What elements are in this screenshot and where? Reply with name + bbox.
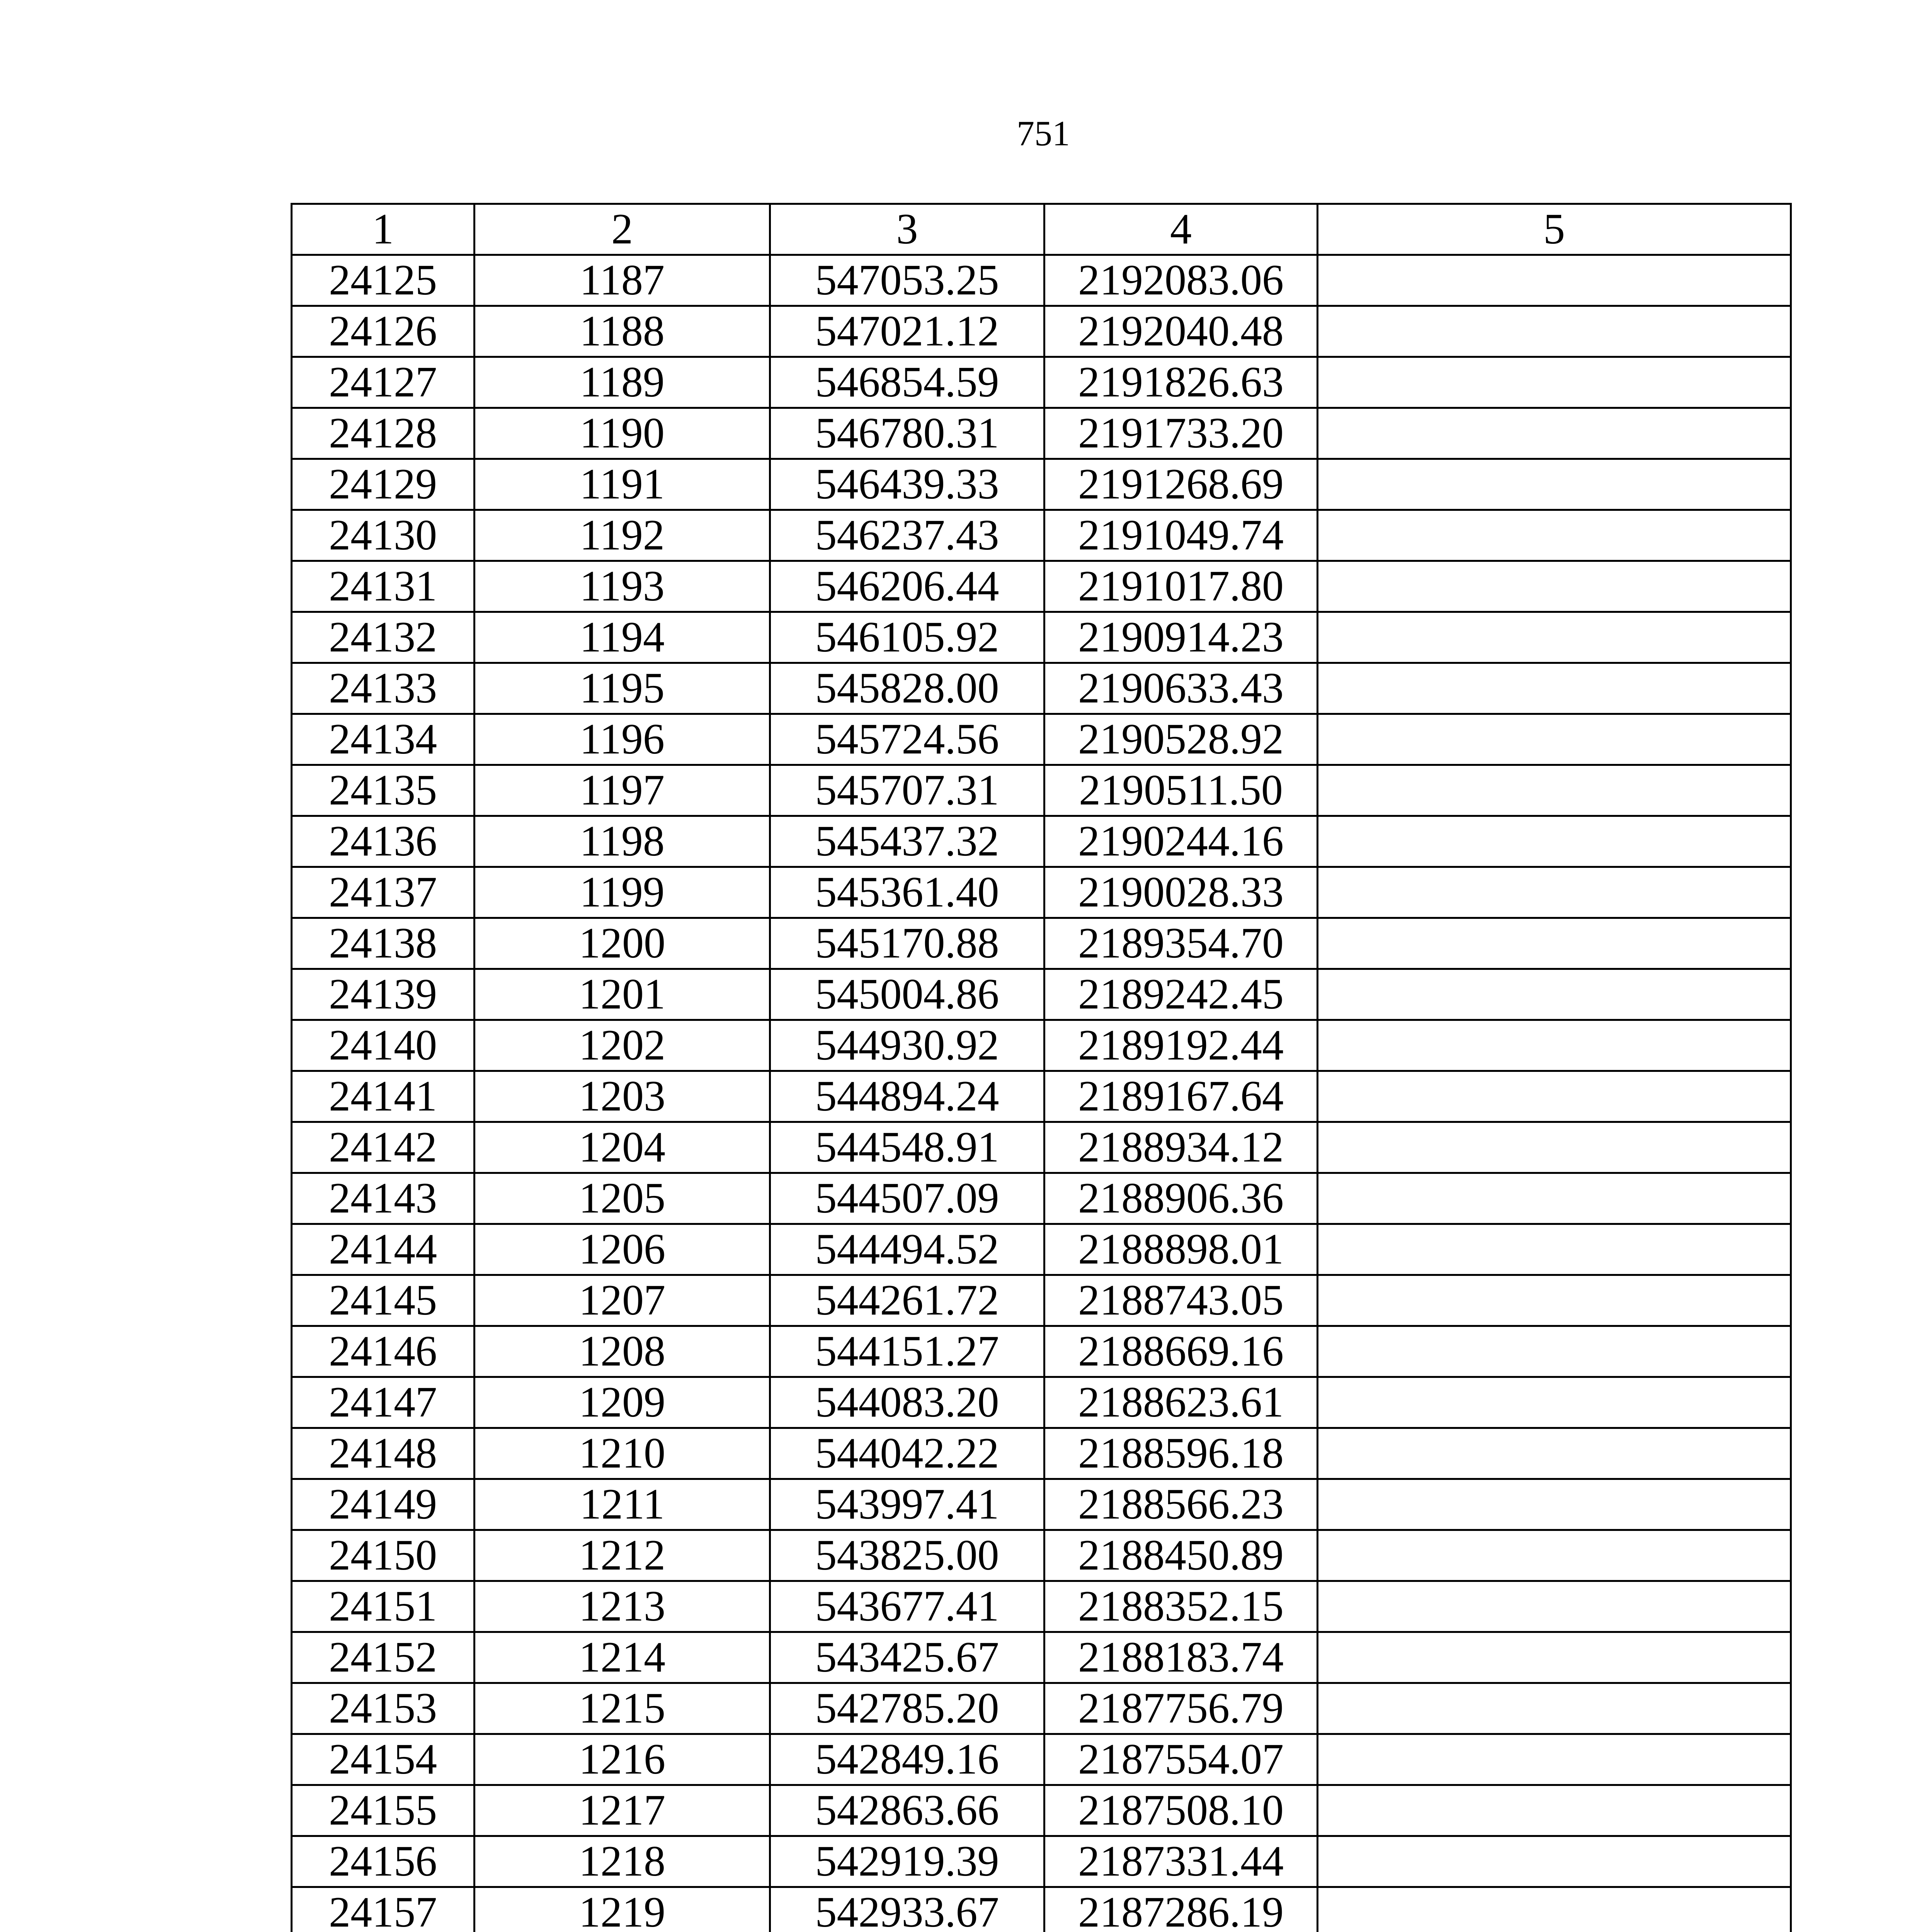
table-cell (1318, 255, 1791, 306)
table-cell: 544548.91 (770, 1122, 1044, 1173)
table-cell: 1215 (475, 1683, 770, 1734)
table-cell: 2187756.79 (1044, 1683, 1318, 1734)
table-cell: 542919.39 (770, 1836, 1044, 1887)
table-cell: 2188669.16 (1044, 1326, 1318, 1377)
table-cell: 1192 (475, 510, 770, 561)
table-cell: 24147 (292, 1377, 475, 1428)
table-cell (1318, 969, 1791, 1020)
table-cell: 543825.00 (770, 1530, 1044, 1581)
table-cell: 545361.40 (770, 867, 1044, 918)
table-cell: 2187554.07 (1044, 1734, 1318, 1785)
table-cell: 2187286.19 (1044, 1887, 1318, 1932)
table-row (292, 1326, 1791, 1377)
table-cell: 1193 (475, 561, 770, 612)
table-row (292, 306, 1791, 357)
table-cell: 1204 (475, 1122, 770, 1173)
table-cell: 542933.67 (770, 1887, 1044, 1932)
table-cell (1318, 1071, 1791, 1122)
table-row (292, 1734, 1791, 1785)
table-cell: 2188623.61 (1044, 1377, 1318, 1428)
table-cell: 1196 (475, 714, 770, 765)
table-cell: 2192083.06 (1044, 255, 1318, 306)
table-cell: 2189192.44 (1044, 1020, 1318, 1071)
table-cell (1318, 1122, 1791, 1173)
table-cell: 1212 (475, 1530, 770, 1581)
table-cell: 2188906.36 (1044, 1173, 1318, 1224)
table-cell (1318, 1785, 1791, 1836)
table-cell: 24154 (292, 1734, 475, 1785)
table-row (292, 510, 1791, 561)
table-cell: 24125 (292, 255, 475, 306)
table-cell (1318, 1173, 1791, 1224)
table-cell (1318, 1224, 1791, 1275)
table-row (292, 1275, 1791, 1326)
table-cell: 24149 (292, 1479, 475, 1530)
table-cell: 2192040.48 (1044, 306, 1318, 357)
table-cell: 542849.16 (770, 1734, 1044, 1785)
table-row (292, 1377, 1791, 1428)
table-cell: 1217 (475, 1785, 770, 1836)
table-cell (1318, 1887, 1791, 1932)
table-row (292, 1071, 1791, 1122)
table-cell (1318, 510, 1791, 561)
table-cell (1318, 1836, 1791, 1887)
table-cell: 544083.20 (770, 1377, 1044, 1428)
table-cell: 1214 (475, 1632, 770, 1683)
table-cell: 1189 (475, 357, 770, 408)
table-cell: 2188183.74 (1044, 1632, 1318, 1683)
table-row (292, 1785, 1791, 1836)
table-cell: 545724.56 (770, 714, 1044, 765)
table-cell: 2191049.74 (1044, 510, 1318, 561)
table-cell: 2188934.12 (1044, 1122, 1318, 1173)
table-cell: 24151 (292, 1581, 475, 1632)
table-cell: 2187508.10 (1044, 1785, 1318, 1836)
table-row (292, 816, 1791, 867)
table-cell: 2191268.69 (1044, 459, 1318, 510)
table-cell: 544894.24 (770, 1071, 1044, 1122)
table-cell: 1206 (475, 1224, 770, 1275)
table-cell: 546439.33 (770, 459, 1044, 510)
table-cell: 2191017.80 (1044, 561, 1318, 612)
table-cell: 1208 (475, 1326, 770, 1377)
table-cell: 1216 (475, 1734, 770, 1785)
table-cell: 1209 (475, 1377, 770, 1428)
table-cell: 24153 (292, 1683, 475, 1734)
page-number: 751 (1017, 114, 1070, 153)
table-row (292, 1224, 1791, 1275)
table-cell: 24129 (292, 459, 475, 510)
table-cell: 546206.44 (770, 561, 1044, 612)
table-cell (1318, 306, 1791, 357)
table-row (292, 918, 1791, 969)
table-cell: 545004.86 (770, 969, 1044, 1020)
table-cell: 24157 (292, 1887, 475, 1932)
table-cell: 24134 (292, 714, 475, 765)
table-cell (1318, 1734, 1791, 1785)
table-cell: 543425.67 (770, 1632, 1044, 1683)
table-cell (1318, 918, 1791, 969)
table-cell: 546780.31 (770, 408, 1044, 459)
table-cell: 1203 (475, 1071, 770, 1122)
table-cell: 24140 (292, 1020, 475, 1071)
table-cell: 544042.22 (770, 1428, 1044, 1479)
table-cell (1318, 1275, 1791, 1326)
table-cell: 1194 (475, 612, 770, 663)
table-cell: 24156 (292, 1836, 475, 1887)
table-cell: 24131 (292, 561, 475, 612)
table-row (292, 714, 1791, 765)
table-cell (1318, 816, 1791, 867)
table-cell: 544261.72 (770, 1275, 1044, 1326)
table-cell: 24130 (292, 510, 475, 561)
table-cell: 24146 (292, 1326, 475, 1377)
table-row (292, 969, 1791, 1020)
table-cell (1318, 1581, 1791, 1632)
table-cell (1318, 561, 1791, 612)
table-cell: 1190 (475, 408, 770, 459)
table-cell: 24148 (292, 1428, 475, 1479)
table-cell (1318, 765, 1791, 816)
table-header-row (292, 204, 1791, 255)
table-cell: 1219 (475, 1887, 770, 1932)
table-row (292, 1581, 1791, 1632)
table-row (292, 1020, 1791, 1071)
table-cell: 1199 (475, 867, 770, 918)
table-cell: 2187331.44 (1044, 1836, 1318, 1887)
table-cell (1318, 714, 1791, 765)
table-row (292, 1632, 1791, 1683)
table-row (292, 1428, 1791, 1479)
table-cell: 24144 (292, 1224, 475, 1275)
table-cell: 24135 (292, 765, 475, 816)
column-header: 5 (1318, 204, 1791, 255)
table-cell: 1191 (475, 459, 770, 510)
table-cell: 24138 (292, 918, 475, 969)
table-row (292, 663, 1791, 714)
table-cell (1318, 459, 1791, 510)
table-cell (1318, 1428, 1791, 1479)
table-cell (1318, 612, 1791, 663)
table-cell: 2190511.50 (1044, 765, 1318, 816)
table-cell: 24127 (292, 357, 475, 408)
table-cell: 2190244.16 (1044, 816, 1318, 867)
table-row (292, 765, 1791, 816)
table-cell: 1188 (475, 306, 770, 357)
table-cell: 547021.12 (770, 306, 1044, 357)
table-row (292, 1836, 1791, 1887)
table-cell: 24142 (292, 1122, 475, 1173)
table-cell: 1218 (475, 1836, 770, 1887)
table-cell (1318, 1377, 1791, 1428)
table-cell: 546237.43 (770, 510, 1044, 561)
table-cell: 2188596.18 (1044, 1428, 1318, 1479)
table-row (292, 1683, 1791, 1734)
table-cell (1318, 1632, 1791, 1683)
table-cell: 1187 (475, 255, 770, 306)
table-cell: 24145 (292, 1275, 475, 1326)
table-cell: 24132 (292, 612, 475, 663)
table-cell: 544494.52 (770, 1224, 1044, 1275)
table-cell: 2189167.64 (1044, 1071, 1318, 1122)
table-cell (1318, 1020, 1791, 1071)
table-cell: 546854.59 (770, 357, 1044, 408)
table-cell: 2191826.63 (1044, 357, 1318, 408)
table-row (292, 867, 1791, 918)
table-cell: 24139 (292, 969, 475, 1020)
table-row (292, 408, 1791, 459)
table-cell: 1207 (475, 1275, 770, 1326)
table-cell: 24155 (292, 1785, 475, 1836)
table-cell (1318, 1479, 1791, 1530)
table-cell: 2190028.33 (1044, 867, 1318, 918)
table-row (292, 357, 1791, 408)
table-cell: 1201 (475, 969, 770, 1020)
table-cell (1318, 867, 1791, 918)
table-cell (1318, 408, 1791, 459)
table-cell: 2188352.15 (1044, 1581, 1318, 1632)
table-cell: 24128 (292, 408, 475, 459)
table-cell: 2188450.89 (1044, 1530, 1318, 1581)
table-cell: 1202 (475, 1020, 770, 1071)
table-cell: 544507.09 (770, 1173, 1044, 1224)
table-cell: 2188743.05 (1044, 1275, 1318, 1326)
table-cell (1318, 1683, 1791, 1734)
table-cell: 2188898.01 (1044, 1224, 1318, 1275)
table-cell (1318, 1530, 1791, 1581)
table-cell: 24152 (292, 1632, 475, 1683)
table-cell: 24137 (292, 867, 475, 918)
column-header: 2 (475, 204, 770, 255)
table-cell: 24141 (292, 1071, 475, 1122)
table-cell: 2190914.23 (1044, 612, 1318, 663)
table-cell: 1210 (475, 1428, 770, 1479)
table-cell: 545828.00 (770, 663, 1044, 714)
table-cell: 546105.92 (770, 612, 1044, 663)
table-cell: 545707.31 (770, 765, 1044, 816)
coordinates-table (291, 203, 1792, 1932)
table-body (292, 204, 1791, 1932)
column-header: 3 (770, 204, 1044, 255)
table-cell: 2190528.92 (1044, 714, 1318, 765)
table-cell: 24143 (292, 1173, 475, 1224)
table-cell: 1195 (475, 663, 770, 714)
table-row (292, 1173, 1791, 1224)
table-cell: 547053.25 (770, 255, 1044, 306)
table-cell: 543677.41 (770, 1581, 1044, 1632)
column-header: 4 (1044, 204, 1318, 255)
table-cell: 545170.88 (770, 918, 1044, 969)
table-row (292, 1530, 1791, 1581)
table-cell: 1198 (475, 816, 770, 867)
table-cell: 2190633.43 (1044, 663, 1318, 714)
table-row (292, 561, 1791, 612)
table-cell: 24136 (292, 816, 475, 867)
table-row (292, 459, 1791, 510)
table-cell: 2188566.23 (1044, 1479, 1318, 1530)
table-cell: 1205 (475, 1173, 770, 1224)
table-row (292, 612, 1791, 663)
table-cell: 542863.66 (770, 1785, 1044, 1836)
table-cell: 2191733.20 (1044, 408, 1318, 459)
table-cell: 2189242.45 (1044, 969, 1318, 1020)
table-cell: 24150 (292, 1530, 475, 1581)
table-cell: 2189354.70 (1044, 918, 1318, 969)
table-cell: 545437.32 (770, 816, 1044, 867)
table-row (292, 255, 1791, 306)
table-cell: 24126 (292, 306, 475, 357)
table-cell (1318, 357, 1791, 408)
table-cell: 1197 (475, 765, 770, 816)
table-cell: 1211 (475, 1479, 770, 1530)
table-cell: 544930.92 (770, 1020, 1044, 1071)
table-row (292, 1122, 1791, 1173)
table-cell: 543997.41 (770, 1479, 1044, 1530)
table-cell (1318, 1326, 1791, 1377)
column-header: 1 (292, 204, 475, 255)
table-cell: 544151.27 (770, 1326, 1044, 1377)
table-row (292, 1479, 1791, 1530)
table-cell: 1200 (475, 918, 770, 969)
table-cell: 1213 (475, 1581, 770, 1632)
table-row (292, 1887, 1791, 1932)
table-cell: 542785.20 (770, 1683, 1044, 1734)
table-cell (1318, 663, 1791, 714)
table-cell: 24133 (292, 663, 475, 714)
